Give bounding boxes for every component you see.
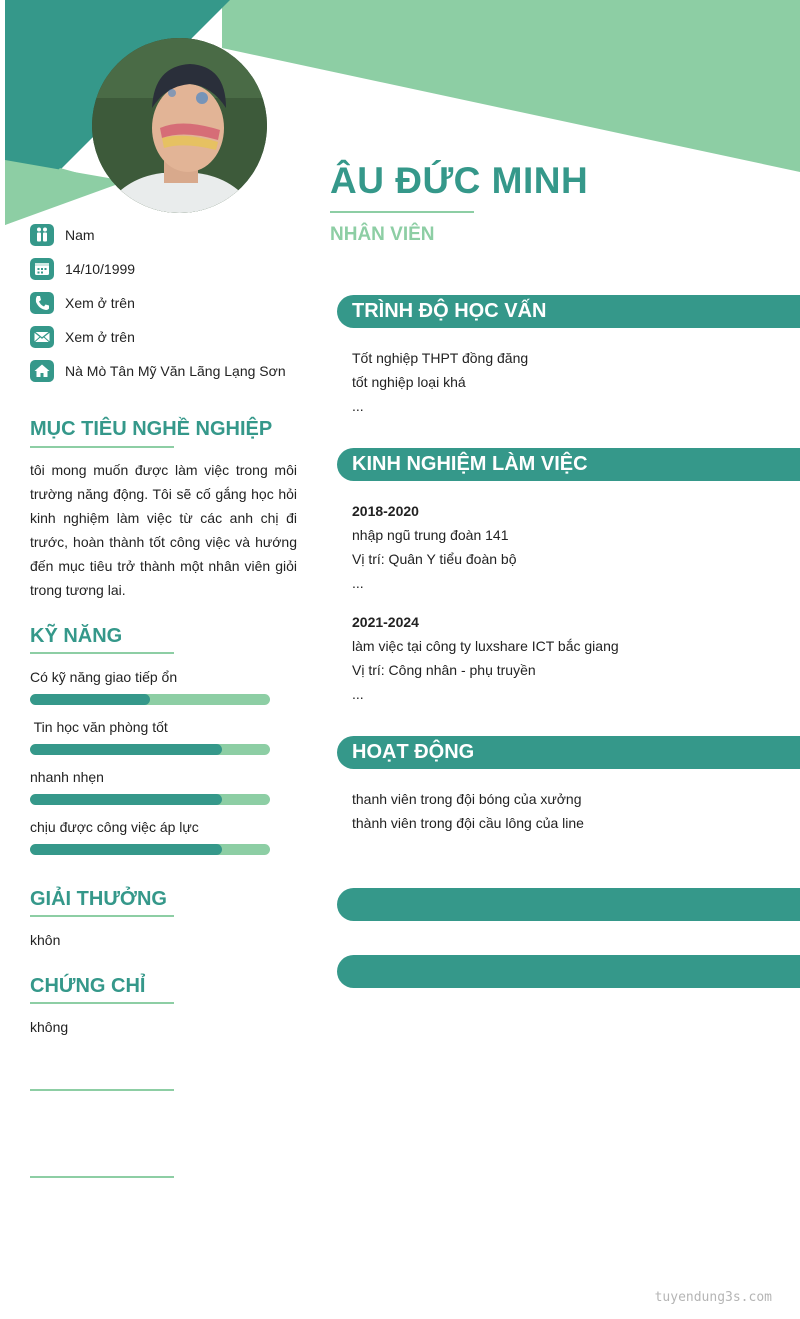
- contact-phone-text: Xem ở trên: [65, 295, 135, 311]
- objective-text: tôi mong muốn được làm việc trong môi trường năng động. Tôi sẽ cố gắng học hỏi kinh nghiệm làm việc từ các anh chị đi trước, hoàn thành tốt công việc và hướng đến mục tiêu trở thành một nhân viên giỏi trong tương lai.: [30, 462, 297, 598]
- candidate-position: NHÂN VIÊN: [330, 224, 435, 245]
- education-line: tốt nghiệp loại khá: [352, 374, 466, 390]
- awards-text: khôn: [30, 932, 61, 948]
- education-header: [337, 295, 800, 328]
- skill-bar: [30, 694, 270, 705]
- skill-bar-fill: [30, 794, 222, 805]
- footer-brand: tuyendung3s.com: [654, 1290, 772, 1305]
- objective-divider: [30, 446, 174, 448]
- skill-bar-fill: [30, 694, 150, 705]
- activities-header: [337, 736, 800, 769]
- skill-label: chịu được công việc áp lực: [30, 819, 199, 835]
- certificates-divider: [30, 1002, 174, 1004]
- empty-section-divider: [30, 1089, 174, 1091]
- empty-section-divider: [30, 1176, 174, 1178]
- gender-icon: [30, 224, 54, 246]
- skill-bar: [30, 744, 270, 755]
- skills-heading: KỸ NĂNG: [30, 625, 123, 647]
- experience-period: 2018-2020: [352, 503, 419, 519]
- contact-gender-text: Nam: [65, 227, 95, 243]
- awards-heading: GIẢI THƯỞNG: [30, 888, 167, 910]
- home-icon: [30, 360, 54, 382]
- certificates-text: không: [30, 1019, 69, 1035]
- experience-line: ...: [352, 686, 364, 702]
- contact-birthday-text: 14/10/1999: [65, 261, 136, 277]
- phone-icon: [30, 292, 54, 314]
- certificates-heading: CHỨNG CHỈ: [30, 975, 146, 997]
- activities-line: thanh viên trong đội bóng của xưởng: [352, 791, 582, 807]
- education-heading: TRÌNH ĐỘ HỌC VẤN: [352, 300, 547, 322]
- skill-label: Có kỹ năng giao tiếp ổn: [30, 669, 178, 685]
- skill-bar: [30, 844, 270, 855]
- calendar-icon: [30, 258, 54, 280]
- education-line: ...: [352, 398, 364, 414]
- experience-line: Vị trí: Quân Y tiểu đoàn bộ: [352, 551, 517, 567]
- contact-address-text: Nà Mò Tân Mỹ Văn Lãng Lạng Sơn: [65, 363, 286, 379]
- education-line: Tốt nghiệp THPT đồng đăng: [352, 350, 529, 366]
- candidate-name: ÂU ĐỨC MINH: [330, 160, 589, 201]
- experience-period: 2021-2024: [352, 614, 419, 630]
- empty-section-header: [337, 955, 800, 988]
- skill-bar-fill: [30, 744, 222, 755]
- experience-line: ...: [352, 575, 364, 591]
- profile-photo: [92, 38, 267, 213]
- experience-heading: KINH NGHIỆM LÀM VIỆC: [352, 453, 588, 475]
- activities-heading: HOẠT ĐỘNG: [352, 741, 475, 763]
- skills-divider: [30, 652, 174, 654]
- experience-line: Vị trí: Công nhân - phụ truyền: [352, 662, 536, 678]
- contact-email-text: Xem ở trên: [65, 329, 135, 345]
- activities-line: thành viên trong đội cầu lông của line: [352, 815, 584, 831]
- email-icon: [30, 326, 54, 348]
- empty-section-header: [337, 888, 800, 921]
- objective-heading: MỤC TIÊU NGHỀ NGHIỆP: [30, 418, 273, 440]
- experience-header: [337, 448, 800, 481]
- skill-bar: [30, 794, 270, 805]
- skill-bar-fill: [30, 844, 222, 855]
- skill-label: Tin học văn phòng tốt: [30, 719, 168, 735]
- avatar-illustration: [92, 38, 267, 213]
- name-divider: [330, 211, 474, 213]
- experience-line: nhập ngũ trung đoàn 141: [352, 527, 509, 543]
- awards-divider: [30, 915, 174, 917]
- experience-line: làm việc tại công ty luxshare ICT bắc giang: [352, 638, 619, 654]
- skill-label: nhanh nhẹn: [30, 769, 104, 785]
